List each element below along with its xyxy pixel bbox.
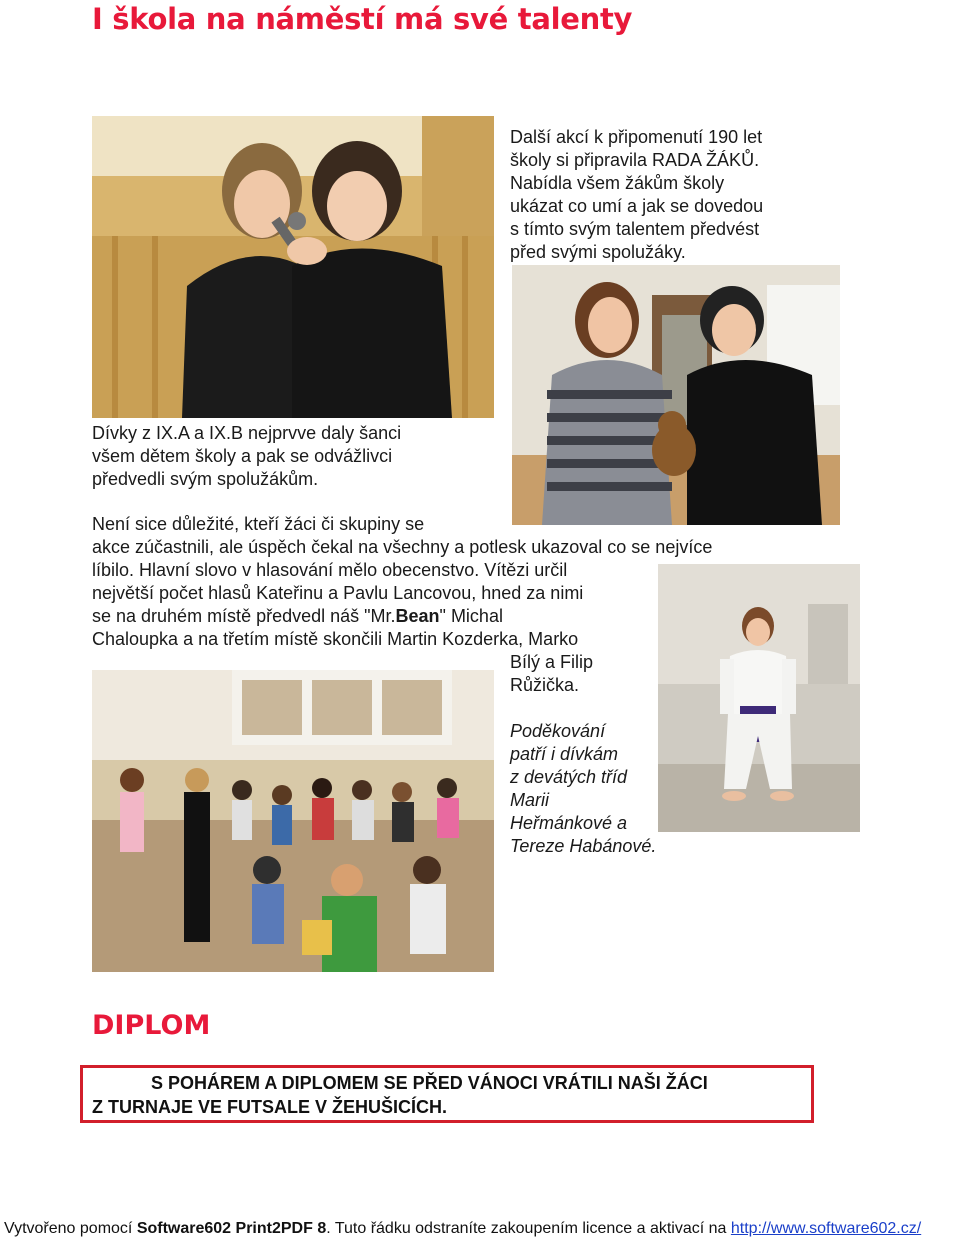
names-text: Bílý a Filip Růžička. [510,652,594,695]
footer-note: Vytvořeno pomocí Software602 Print2PDF 8. Tuto řádku odstraníte zakoupením licence a aktivací na http://www.software602.cz/ [4,1220,922,1237]
diplom-line-2: Z TURNAJE VE FUTSALE V ŽEHUŠICÍCH. [92,1097,448,1117]
photo-boy-girl-teddy [512,265,840,525]
footer-product: Software602 Print2PDF 8 [136,1220,327,1237]
page-title: I škola na náměstí má své talenty [92,2,633,36]
diplom-line-1: S POHÁREM A DIPLOMEM SE PŘED VÁNOCI VRÁTILI NAŠI ŽÁCI [151,1073,708,1093]
thanks-text: Poděkování patří i dívkám z devátých tříd Marii Heřmánkové a Tereze Habánové. [510,721,657,856]
photo-karate-girl [658,564,860,832]
diplom-box [80,1065,814,1123]
intro-text: Další akcí k připomenutí 190 let školy si připravila RADA ŽÁKŮ. Nabídla všem žákům školy ukázat co umí a jak se dovedou s tímto svým talentem předvést před svými spolužáky. [510,127,764,262]
footer-link[interactable]: http://www.software602.cz/ [730,1220,922,1237]
girls-caption: Dívky z IX.A a IX.B nejprvve daly šanci všem dětem školy a pak se odvážlivci předvedli svým spolužákům. [92,423,402,489]
photo-audience [92,670,494,972]
body-text: Není sice důležité, kteří žáci či skupiny se akce zúčastnili, ale úspěch čekal na všechny a potlesk ukazoval co se nejvíce líbilo. Hlavní slovo v hlasování mělo obecenstvo. Vítězi určil největší počet hlasů Kateřinu a Pavlu Lancovou, hned za nimi se na druhém místě předvedl náš "Mr.Bean" Michal Chaloupka a na třetím místě skončili Martin Kozderka, Marko [92,514,713,649]
bean-bold: Bean [395,606,440,626]
diplom-heading: DIPLOM [92,1010,211,1041]
photo-girls-microphone [92,116,494,418]
